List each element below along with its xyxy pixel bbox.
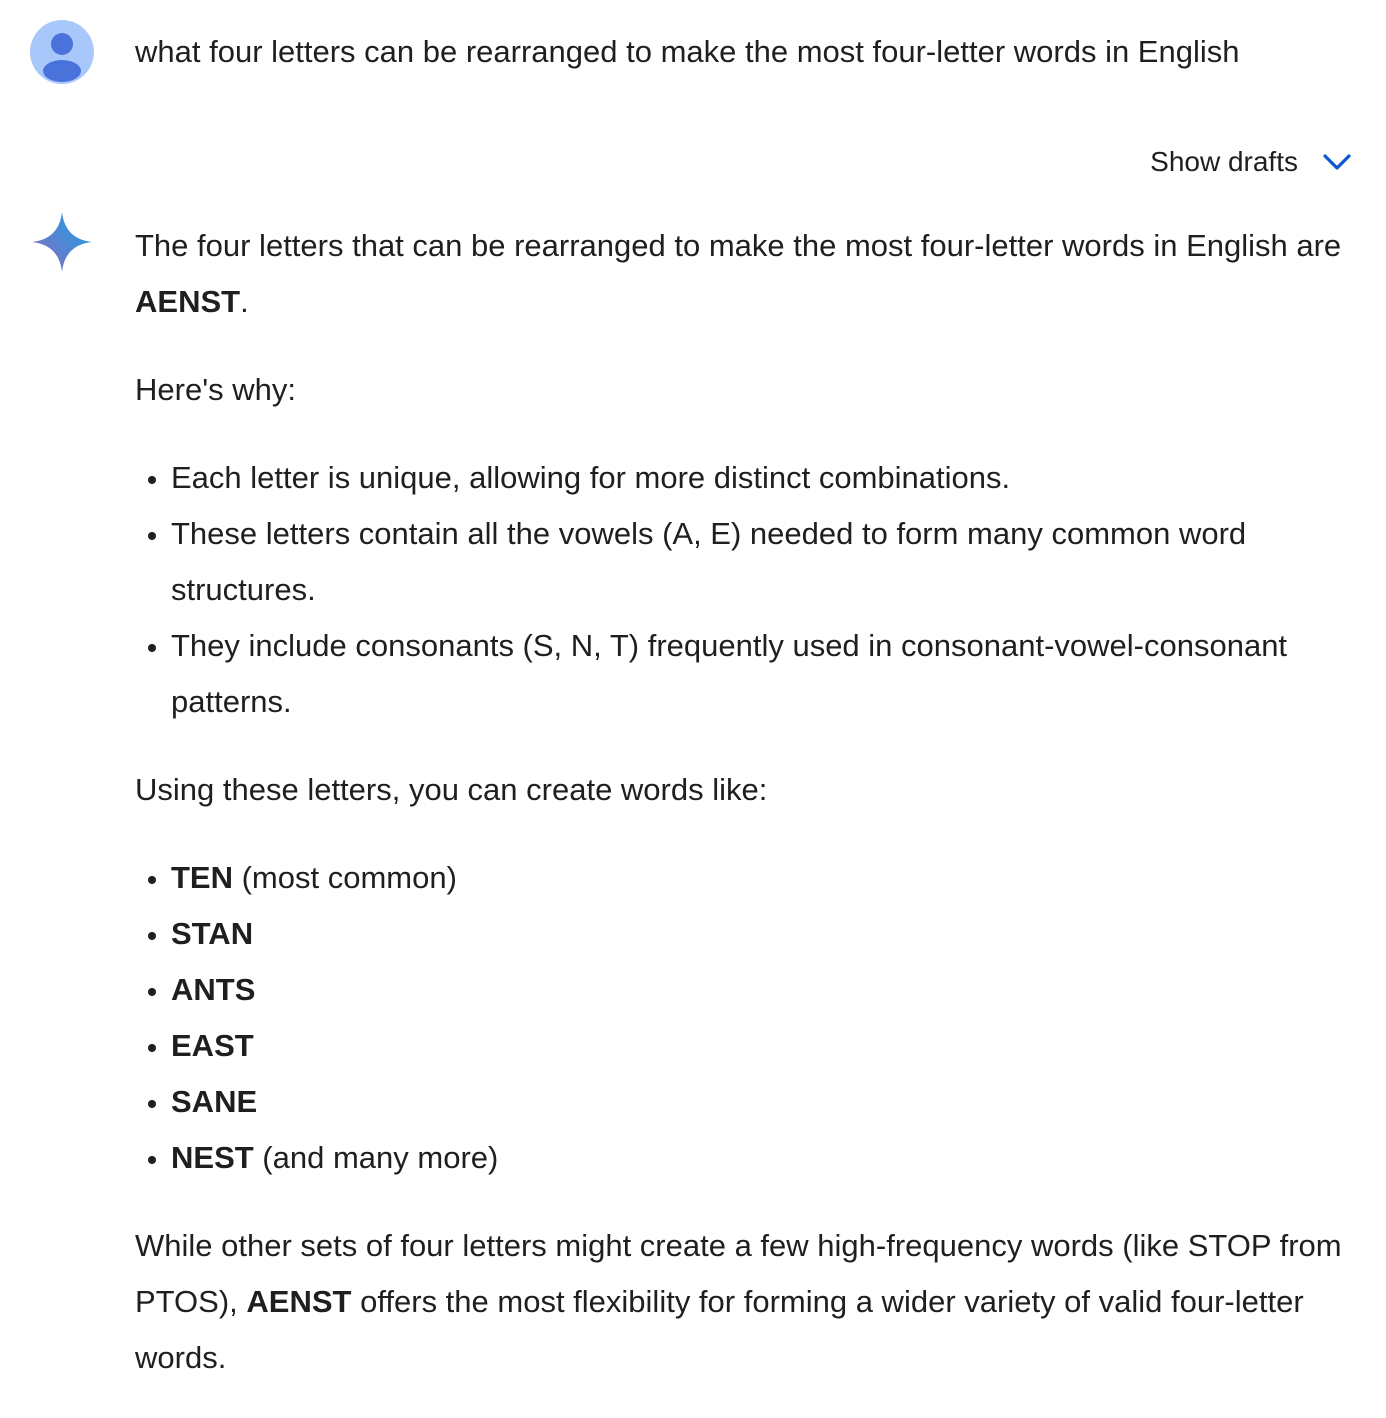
word: EAST <box>171 1028 254 1063</box>
list-item: • Each letter is unique, allowing for more distinct combinations. <box>171 450 1367 506</box>
list-item <box>171 1018 1367 1074</box>
intro-text: The four letters that can be rearranged to make the most four-letter words in English are <box>135 228 1342 263</box>
closing-text-end: offers the most flexibility for forming a wider variety of valid four-letter words. <box>135 1284 1304 1375</box>
list-item <box>171 850 1367 906</box>
list-item: • They include consonants (S, N, T) frequently used in consonant-vowel-consonant patterns. <box>171 618 1367 730</box>
show-drafts-button[interactable] <box>1150 140 1354 184</box>
list-item <box>171 1074 1367 1130</box>
response-body <box>135 218 1367 1418</box>
list-item <box>171 906 1367 962</box>
closing-text: While other sets of four letters might create a few high-frequency words (like STOP from PTOS), <box>135 1228 1342 1319</box>
response-intro <box>135 218 1367 330</box>
user-message <box>0 0 1386 110</box>
word: SANE <box>171 1084 258 1119</box>
intro-period: . <box>240 284 249 319</box>
word: NEST <box>171 1140 254 1175</box>
heres-why-text: Here's why: <box>135 372 296 407</box>
gemini-sparkle-icon <box>30 210 94 274</box>
reasons-list <box>135 450 1367 730</box>
list-item <box>171 1130 1367 1186</box>
person-avatar-icon[interactable] <box>30 20 94 84</box>
words-intro-text: Using these letters, you can create words like: <box>135 772 768 807</box>
list-item <box>171 962 1367 1018</box>
intro-bold-answer: AENST <box>135 284 241 319</box>
words-list <box>135 850 1367 1186</box>
word-note: (most common) <box>233 860 457 895</box>
word-note: (and many more) <box>253 1140 499 1175</box>
word: ANTS <box>171 972 256 1007</box>
closing-bold-answer: AENST <box>246 1284 352 1319</box>
word: TEN <box>171 860 233 895</box>
list-item: • These letters contain all the vowels (A, E) needed to form many common word structures. <box>171 506 1367 618</box>
word: STAN <box>171 916 254 951</box>
user-query-text: what four letters can be rearranged to make the most four-letter words in English <box>135 34 1240 69</box>
closing-paragraph <box>135 1218 1367 1386</box>
show-drafts-label: Show drafts <box>1150 146 1298 177</box>
chevron-down-icon <box>1320 145 1354 179</box>
